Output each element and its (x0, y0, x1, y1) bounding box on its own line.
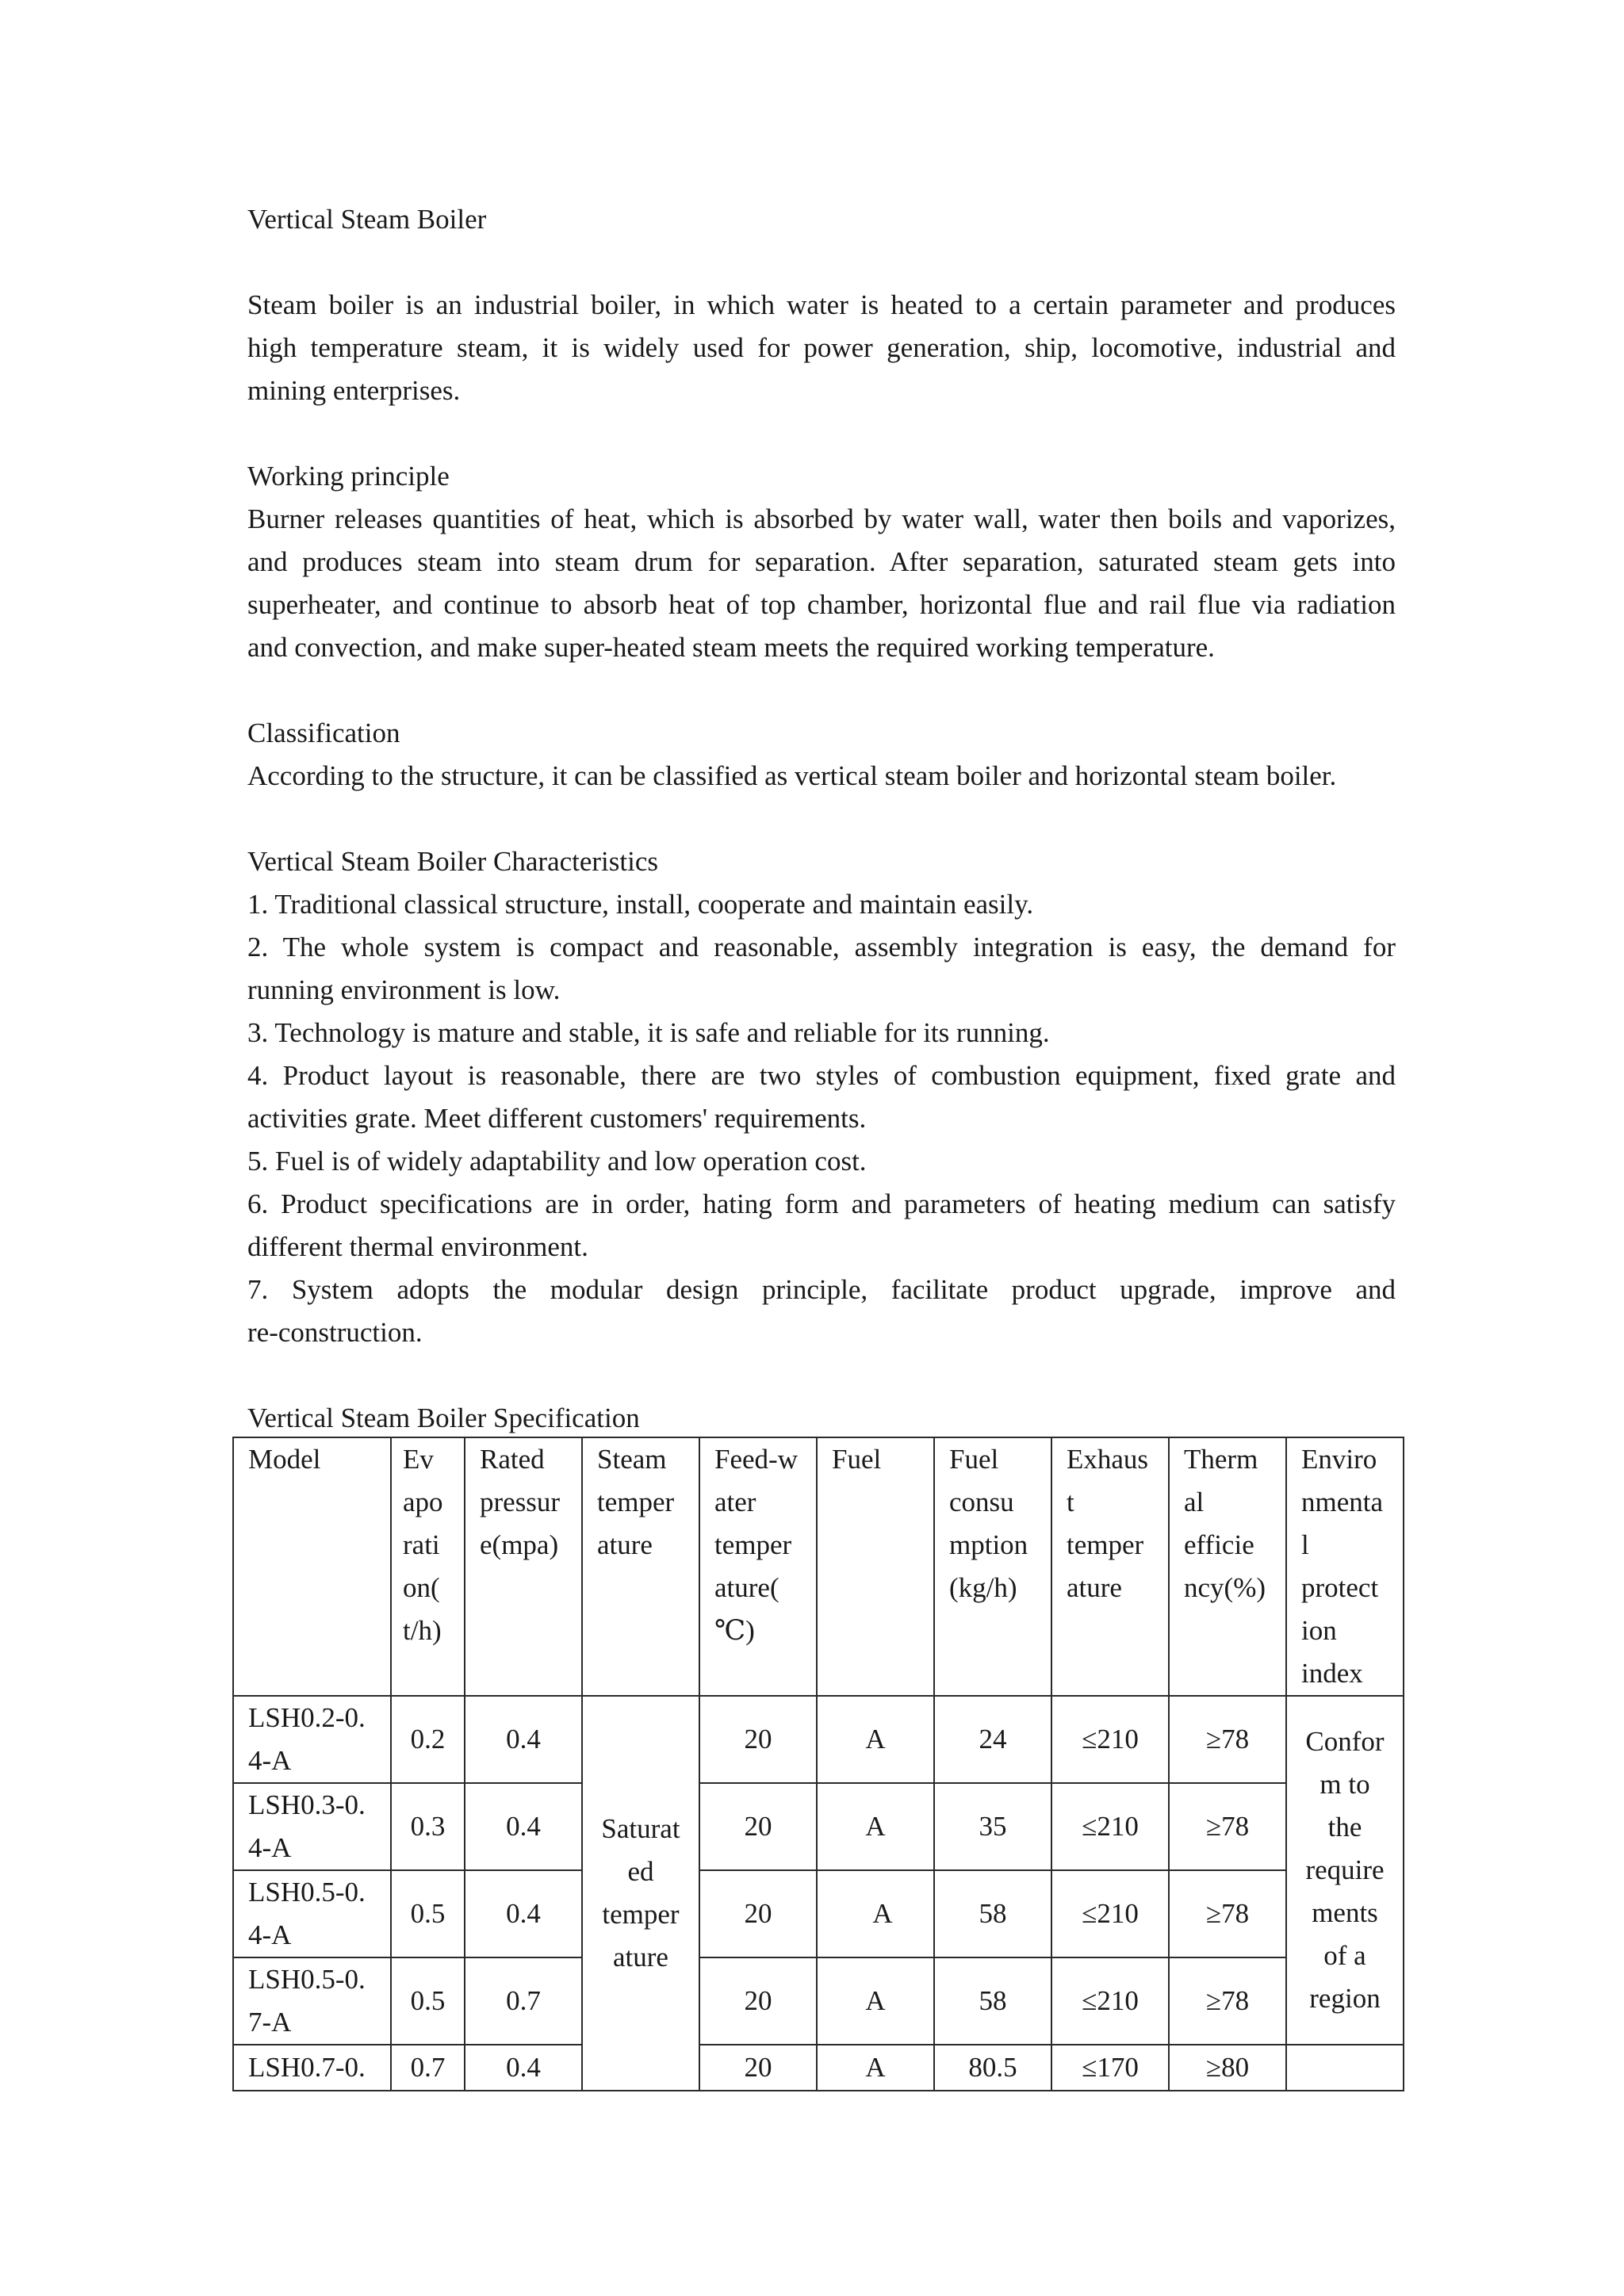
header-fuel-consumption: Fuel consu mption (kg/h) (934, 1437, 1051, 1696)
fuel-cell: A (817, 2045, 934, 2091)
characteristic-6: 6. Product specifications are in order, hating form and parameters of heating medium can satisfy (247, 1188, 1396, 1219)
specification-heading: Vertical Steam Boiler Specification (247, 1402, 640, 1433)
feedwater-cell: 20 (699, 1957, 817, 2045)
characteristics-heading: Vertical Steam Boiler Characteristics (247, 846, 659, 877)
consumption-cell: 80.5 (934, 2045, 1051, 2091)
model-cell: LSH0.7-0. (233, 2045, 391, 2091)
environmental-merged-cell: Confor m to the require ments of a region (1286, 1696, 1404, 2045)
table-header-row (233, 1437, 1404, 1696)
consumption-cell: 58 (934, 1870, 1051, 1957)
working-line-3: superheater, and continue to absorb heat of top chamber, horizontal flue and rail flue via radiation (247, 589, 1396, 620)
fuel-cell: A (817, 1783, 934, 1870)
pressure-cell: 0.7 (465, 1957, 582, 2045)
fuel-cell: A (817, 1957, 934, 2045)
efficiency-cell: ≥78 (1169, 1783, 1286, 1870)
characteristic-2: 2. The whole system is compact and reasonable, assembly integration is easy, the demand for (247, 932, 1396, 962)
fuel-cell: A (817, 1696, 934, 1783)
characteristic-7: 7. System adopts the modular design principle, facilitate product upgrade, improve and (247, 1274, 1396, 1305)
specification-table (232, 1437, 1404, 2091)
model-cell: LSH0.2-0. 4-A (233, 1696, 391, 1783)
exhaust-cell: ≤210 (1051, 1696, 1169, 1783)
header-evaporation: Ev apo rati on( t/h) (391, 1437, 465, 1696)
characteristic-6-cont: different thermal environment. (247, 1231, 588, 1262)
intro-line-2: high temperature steam, it is widely used for power generation, ship, locomotive, industrial and (247, 332, 1396, 363)
fuel-cell: A (817, 1870, 934, 1957)
classification-text: According to the structure, it can be classified as vertical steam boiler and horizontal steam boiler. (247, 760, 1337, 791)
document-title: Vertical Steam Boiler (247, 204, 487, 235)
efficiency-cell: ≥78 (1169, 1870, 1286, 1957)
model-cell: LSH0.5-0. 4-A (233, 1870, 391, 1957)
efficiency-cell: ≥78 (1169, 1696, 1286, 1783)
model-cell: LSH0.5-0. 7-A (233, 1957, 391, 2045)
pressure-cell: 0.4 (465, 1870, 582, 1957)
document-body (247, 198, 1396, 1440)
efficiency-cell: ≥80 (1169, 2045, 1286, 2091)
table-row (233, 1783, 1404, 1870)
evaporation-cell: 0.3 (391, 1783, 465, 1870)
characteristic-7-cont: re-construction. (247, 1317, 423, 1348)
header-rated-pressure: Rated pressur e(mpa) (465, 1437, 582, 1696)
pressure-cell: 0.4 (465, 2045, 582, 2091)
header-steam-temperature: Steam temper ature (582, 1437, 699, 1696)
working-line-4: and convection, and make super-heated steam meets the required working temperature. (247, 632, 1215, 663)
characteristic-3: 3. Technology is mature and stable, it is safe and reliable for its running. (247, 1017, 1050, 1048)
table-row (233, 1696, 1404, 1783)
header-thermal-efficiency: Therm al efficie ncy(%) (1169, 1437, 1286, 1696)
table-row (233, 1957, 1404, 2045)
header-model: Model (233, 1437, 391, 1696)
header-fuel: Fuel (817, 1437, 934, 1696)
evaporation-cell: 0.5 (391, 1957, 465, 2045)
exhaust-cell: ≤210 (1051, 1783, 1169, 1870)
evaporation-cell: 0.5 (391, 1870, 465, 1957)
environmental-cell-empty (1286, 2045, 1404, 2091)
table-row (233, 1870, 1404, 1957)
exhaust-cell: ≤210 (1051, 1870, 1169, 1957)
header-environmental-protection-index: Enviro nmenta l protect ion index (1286, 1437, 1404, 1696)
pressure-cell: 0.4 (465, 1696, 582, 1783)
consumption-cell: 58 (934, 1957, 1051, 2045)
working-principle-heading: Working principle (247, 461, 450, 492)
working-line-1: Burner releases quantities of heat, which is absorbed by water wall, water then boils and vaporizes, (247, 503, 1396, 534)
exhaust-cell: ≤210 (1051, 1957, 1169, 2045)
intro-line-1: Steam boiler is an industrial boiler, in which water is heated to a certain parameter and produces (247, 289, 1396, 320)
header-exhaust-temperature: Exhaus t temper ature (1051, 1437, 1169, 1696)
model-cell: LSH0.3-0. 4-A (233, 1783, 391, 1870)
characteristic-4: 4. Product layout is reasonable, there are two styles of combustion equipment, fixed grate and (247, 1060, 1396, 1091)
characteristic-1: 1. Traditional classical structure, install, cooperate and maintain easily. (247, 889, 1034, 920)
feedwater-cell: 20 (699, 1696, 817, 1783)
exhaust-cell: ≤170 (1051, 2045, 1169, 2091)
efficiency-cell: ≥78 (1169, 1957, 1286, 2045)
table-row (233, 2045, 1404, 2091)
feedwater-cell: 20 (699, 1783, 817, 1870)
feedwater-cell: 20 (699, 2045, 817, 2091)
evaporation-cell: 0.2 (391, 1696, 465, 1783)
classification-heading: Classification (247, 718, 400, 748)
intro-line-3: mining enterprises. (247, 375, 461, 406)
feedwater-cell: 20 (699, 1870, 817, 1957)
evaporation-cell: 0.7 (391, 2045, 465, 2091)
characteristic-2-cont: running environment is low. (247, 974, 561, 1005)
characteristic-5: 5. Fuel is of widely adaptability and low operation cost. (247, 1146, 867, 1177)
header-feedwater-temperature: Feed-w ater temper ature( ℃) (699, 1437, 817, 1696)
consumption-cell: 35 (934, 1783, 1051, 1870)
consumption-cell: 24 (934, 1696, 1051, 1783)
steam-temperature-merged-cell: Saturat ed temper ature (582, 1696, 699, 2091)
pressure-cell: 0.4 (465, 1783, 582, 1870)
characteristic-4-cont: activities grate. Meet different customers' requirements. (247, 1103, 867, 1134)
working-line-2: and produces steam into steam drum for separation. After separation, saturated steam gets into (247, 546, 1396, 577)
